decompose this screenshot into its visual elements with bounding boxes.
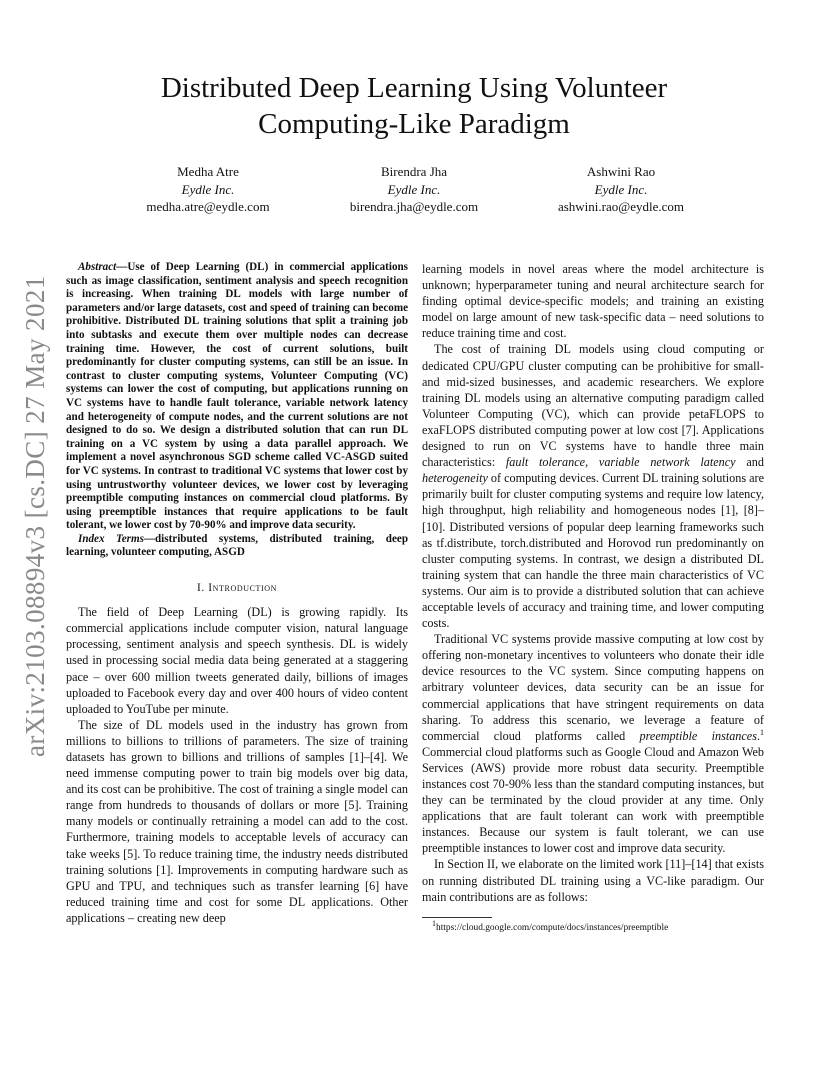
index-terms-text: —distributed systems, distributed training, deep learning, volunteer computing, ASGD [66,532,408,559]
arxiv-identifier: arXiv:2103.08894v3 [cs.DC] 27 May 2021 [20,275,50,757]
title-line-1: Distributed Deep Learning Using Volunteer [160,72,668,104]
footnote-divider [422,917,492,918]
index-terms [66,533,408,560]
author-affiliation: Eydle Inc. [594,181,648,197]
intro-paragraph-2: The size of DL models used in the industry has grown from millions to billions to trillions of parameters. The size of training datasets has grown to billions and trillions of samples [1]–[4]. We need immense computing power to train big models over big data, and its cost can be prohibitive. The cost of training a single model can range from hundreds to thousands of dollars or more [5]. Training many models or continually retraining a model can add to the cost. Furthermore, training models to acceptable levels of accuracy can take weeks [5]. To reduce training time, the industry needs distributed training solutions [1]. Improvements in computing hardware such as GPU and TPU, and techniques such as transfer learning [6] have reduced training time and cost for some DL applications. Other applications – creating new deep [66,717,408,925]
author-2 [314,163,514,216]
text-span: , [585,455,599,470]
emphasis-fault-tolerance: fault tolerance [505,455,586,470]
author-block [60,163,768,223]
footnote-marker: 1 [760,727,764,737]
author-1 [108,163,308,216]
emphasis-heterogeneity: heterogeneity [422,471,488,486]
index-terms-lead: Index Terms [78,532,144,545]
abstract-text: —Use of Deep Learning (DL) in commercial applications such as image classification, sentiment analysis and speech recognition is increasing. When training DL models with large number of parameters and/or large datasets, cost and speed of training can become prohibitive. Distributed DL training solutions that split a training job into subtasks and execute them over multiple nodes can decrease training time. However, the cost of current solutions, built predominantly for cluster computing systems, can still be an issue. In contrast to cluster computing systems, Volunteer Computing (VC) systems can lower the cost of computing, but applications running on VC systems have to handle fault tolerance, variable network latency and heterogeneity of compute nodes, and the current solutions are not designed to do so. We design a distributed solution that can run DL training on a VC system by using a data parallel approach. We implement a novel asynchronous SGD scheme called VC-ASGD suited for VC systems. In contrast to traditional VC systems that lower cost by using untrustworthy volunteer devices, we lower cost by leveraging preemptible computing instances on commercial cloud platforms. By using preemptible instances that require applications to be fault tolerant, we lower cost by 70-90% and improve data security. [66,261,408,532]
author-email: medha.atre@eydle.com [146,199,270,214]
abstract-lead: Abstract [78,261,117,273]
footnote-url: https://cloud.google.com/compute/docs/instances/preemptible [436,922,669,933]
text-span: and [735,455,764,470]
section-heading-introduction: I. Introduction [196,582,278,595]
text-span: of computing devices. Current DL training solutions are primarily built for cluster computing systems and require low latency, high throughput, high reliability and homogeneous nodes [1], [8]–[10]. Distributed versions of popular deep learning frameworks such as tf.distribute, torch.distributed and Horovod run predominantly on cluster computing systems. In contrast, we design a distributed DL training system that can handle the three main characteristics of VC systems. Our aim is to provide a distributed solution that can achieve acceptable levels of accuracy and training time, and lower computing costs. [422,471,764,631]
intro-paragraph-1: The field of Deep Learning (DL) is growing rapidly. Its commercial applications include computer vision, natural language processing, sentiment analysis and speech synthesis. DL is widely used in processing social media data being generated at a staggering pace – over 600 million tweets generated daily, billions of images uploaded to Facebook every day and over 400 hours of video content uploaded to YouTube per minute. [66,605,408,716]
text-span: Commercial cloud platforms such as Google Cloud and Amazon Web Services (AWS) provide more robust data security. Preemptible instances cost 70-90% less than the standard computing instances, but they can be terminated by the cloud provider at any time. Only applications that are fault tolerant can work with preemptible instances. Because our system is fault tolerant, we can use preemptible instances to lower cost and improve data security. [422,744,764,856]
intro-paragraph-5: In Section II, we elaborate on the limited work [11]–[14] that exists on running distributed DL training using a VC-like paradigm. Our main contributions are as follows: [422,857,764,904]
author-email: ashwini.rao@eydle.com [557,199,685,214]
footnote [422,918,764,934]
right-column [422,261,764,934]
author-affiliation: Eydle Inc. [181,181,235,197]
abstract [66,261,408,533]
author-name: Medha Atre [177,164,239,179]
intro-paragraph-4: Traditional VC systems provide massive computing at low cost by offering non-monetary incentives to volunteers who donate their idle device resources to the VC system. Since computing happens on arbitrary volunteer devices, data security can be an issue for commercial applications that have stringent requirements on data sharing. To address this scenario, we leverage a feature of commercial cloud platforms called preemptible instances.$^1$ Commercial cloud platforms such as Google Cloud and Amazon Web Services (AWS) provide more robust data security. Preemptible instances cost 70-90% less than the standard computing instances, but they can be terminated by the cloud provider at any time. Only applications that are fault tolerant can work with preemptible instances. Because our system is fault tolerant, we can use preemptible instances to lower cost and improve data security. [422,632,764,856]
author-affiliation: Eydle Inc. [387,181,441,197]
left-column [66,261,408,926]
author-name: Ashwini Rao [586,164,656,179]
text-span: Traditional VC systems provide massive computing at low cost by offering non-monetary incentives to volunteers who donate their idle device resources to the VC system. Since computing happens on arbitrary volunteer devices, data security can be an issue for commercial applications that have stringent requirements on data sharing. To address this scenario, we leverage a feature of commercial cloud platforms called [422,632,764,743]
author-email: birendra.jha@eydle.com [349,199,479,214]
footnote-number: 1 [432,918,436,928]
author-3 [521,163,721,216]
paper-title [60,70,768,142]
emphasis-variable-network-latency: variable network latency [598,455,736,470]
text-span: The cost of training DL models using cloud computing or dedicated CPU/GPU cluster computing can be prohibitive for small- and mid-sized businesses, and academic researchers. We explore training DL models using an alternative computing paradigm called Volunteer Computing (VC), which can provide petaFLOPS to exaFLOPS distributed computing power at low cost [7]. Applications designed to run on VC systems have to handle three main characteristics: [422,342,764,470]
intro-paragraph-continued: learning models in novel areas where the model architecture is unknown; hyperparameter tuning and neural architecture search for finding optimal device-specific models; and training an existing model on large amount of new task-specific data – need solutions to reduce training time and cost. [422,262,764,341]
title-line-2: Computing-Like Paradigm [258,108,570,140]
author-name: Birendra Jha [380,164,448,179]
emphasis-preemptible-instances: preemptible instances [639,728,757,743]
intro-paragraph-3 [422,341,764,631]
